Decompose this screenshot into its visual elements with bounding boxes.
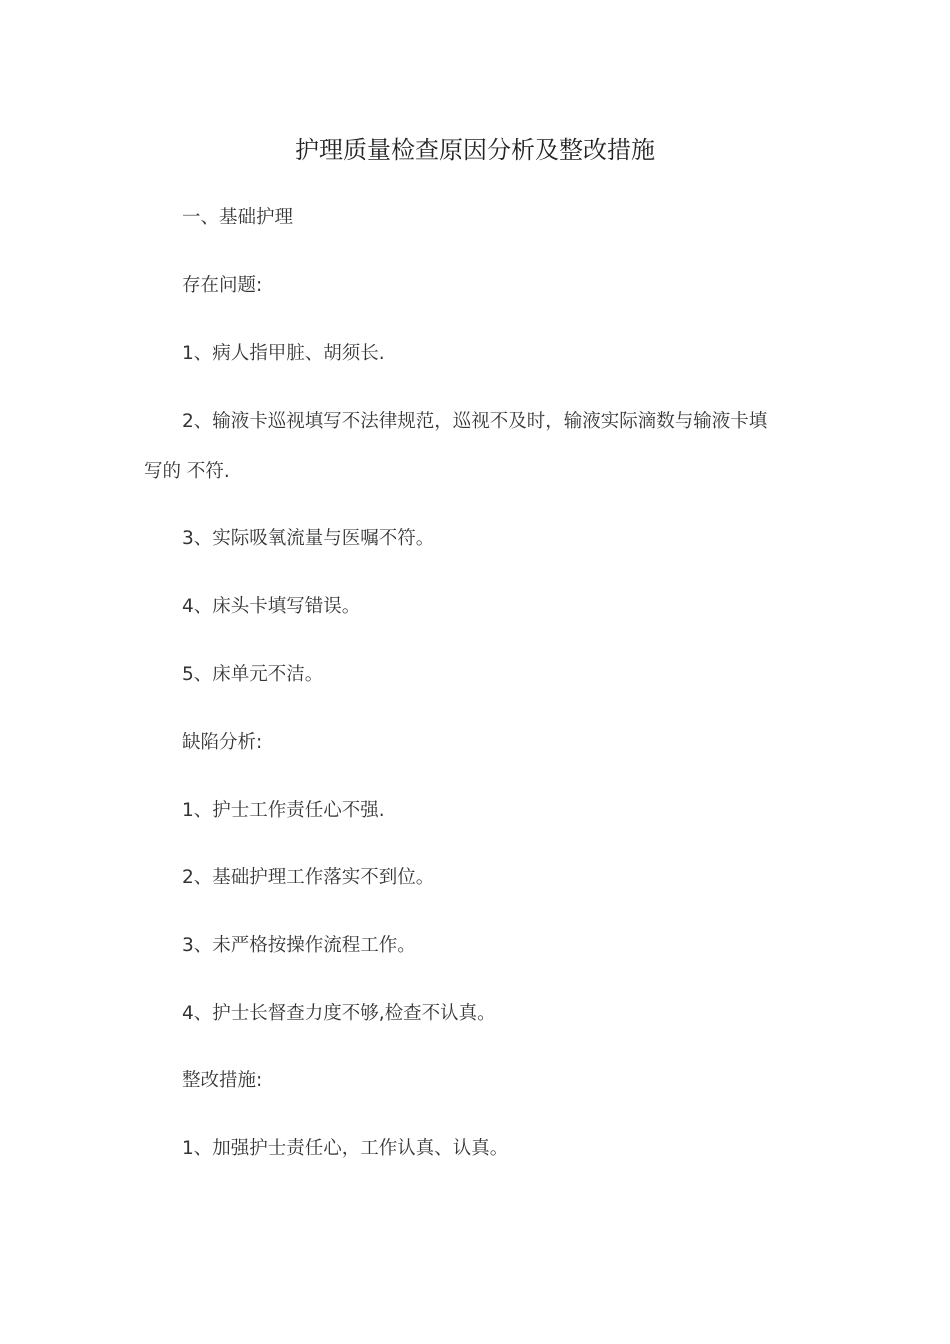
problem-item-1: 1、病人指甲脏、胡须长. — [182, 343, 385, 364]
analysis-label: 缺陷分析: — [182, 732, 263, 753]
problem-item-2-continued: 写的 不符. — [144, 461, 230, 482]
analysis-item-3: 3、未严格按操作流程工作。 — [182, 935, 416, 956]
problem-item-3: 3、实际吸氧流量与医嘱不符。 — [182, 528, 435, 549]
document-title: 护理质量检查原因分析及整改措施 — [295, 136, 655, 164]
problems-label: 存在问题: — [182, 275, 263, 296]
analysis-item-1: 1、护士工作责任心不强. — [182, 800, 385, 821]
analysis-item-4: 4、护士长督查力度不够,检查不认真。 — [182, 1003, 496, 1024]
analysis-item-2: 2、基础护理工作落实不到位。 — [182, 867, 435, 888]
problem-item-5: 5、床单元不洁。 — [182, 664, 324, 685]
section-heading: 一、基础护理 — [182, 207, 294, 228]
measure-item-1: 1、加强护士责任心，工作认真、认真。 — [182, 1138, 509, 1159]
problem-item-2: 2、输液卡巡视填写不法律规范，巡视不及时，输液实际滴数与输液卡填 — [182, 411, 768, 432]
measures-label: 整改措施: — [182, 1070, 263, 1091]
problem-item-4: 4、床头卡填写错误。 — [182, 596, 361, 617]
